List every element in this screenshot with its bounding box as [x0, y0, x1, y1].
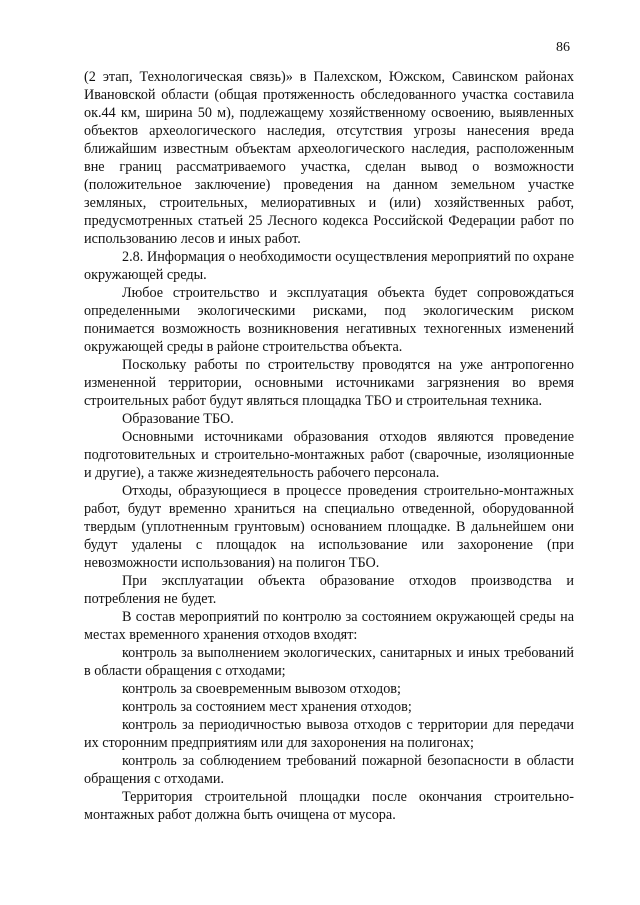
section-heading-2-8: 2.8. Информация о необходимости осуществления мероприятий по охране окружающей среды.: [84, 249, 574, 283]
subheading-tbo: Образование ТБО.: [122, 411, 234, 427]
paragraph: Отходы, образующиеся в процессе проведения строительно-монтажных работ, будут временно храниться на специально отведенной, оборудованной твердым (уплотненным грунтовым) основанием площадке. В дальнейшем они будут удалены с площадок на использование или захоронение (при невозможности использования) на полигон ТБО.: [84, 483, 574, 571]
paragraph: Любое строительство и эксплуатация объекта будет сопровождаться определенными экологическими рисками, под экологическим риском понимается возможность возникновения негативных техногенных изменений окружающей среды в районе строительства объекта.: [84, 285, 574, 355]
page-number: 86: [556, 40, 570, 55]
paragraph: При эксплуатации объекта образование отходов производства и потребления не будет.: [84, 573, 574, 607]
paragraph-continuation: (2 этап, Технологическая связь)» в Палехском, Южском, Савинском районах Ивановской области (общая протяженность обследованного участка составила ок.44 км, ширина 50 м), подлежащему хозяйственному освоению, выявленных объектов археологического наследия, отсутствия угрозы нанесения вреда ближайшим известным объектам археологического наследия, расположенным вне границ рассматриваемого участка, сделан вывод о возможности (положительное заключение) проведения на данном земельном участке земляных, строительных, мелиоративных и (или) хозяйственных работ, предусмотренных статьей 25 Лесного кодекса Российской Федерации работ по использованию лесов и иных работ.: [84, 69, 574, 247]
list-item: контроль за периодичностью вывоза отходов с территории для передачи их сторонним предприятиям или для захоронения на полигонах;: [84, 717, 574, 751]
list-item: контроль за состоянием мест хранения отходов;: [122, 699, 412, 715]
document-body: [84, 68, 574, 824]
list-item: контроль за своевременным вывозом отходов;: [122, 681, 401, 697]
list-item: контроль за соблюдением требований пожарной безопасности в области обращения с отходами.: [84, 753, 574, 787]
paragraph: Поскольку работы по строительству проводятся на уже антропогенно измененной территории, основными источниками загрязнения во время строительных работ будут являться площадка ТБО и строительная техника.: [84, 357, 574, 409]
paragraph: Основными источниками образования отходов являются проведение подготовительных и строительно-монтажных работ (сварочные, изоляционные и другие), а также жизнедеятельность рабочего персонала.: [84, 429, 574, 481]
paragraph: В состав мероприятий по контролю за состоянием окружающей среды на местах временного хранения отходов входят:: [84, 609, 574, 643]
list-item: контроль за выполнением экологических, санитарных и иных требований в области обращения с отходами;: [84, 645, 574, 679]
paragraph: Территория строительной площадки после окончания строительно-монтажных работ должна быть очищена от мусора.: [84, 789, 574, 823]
